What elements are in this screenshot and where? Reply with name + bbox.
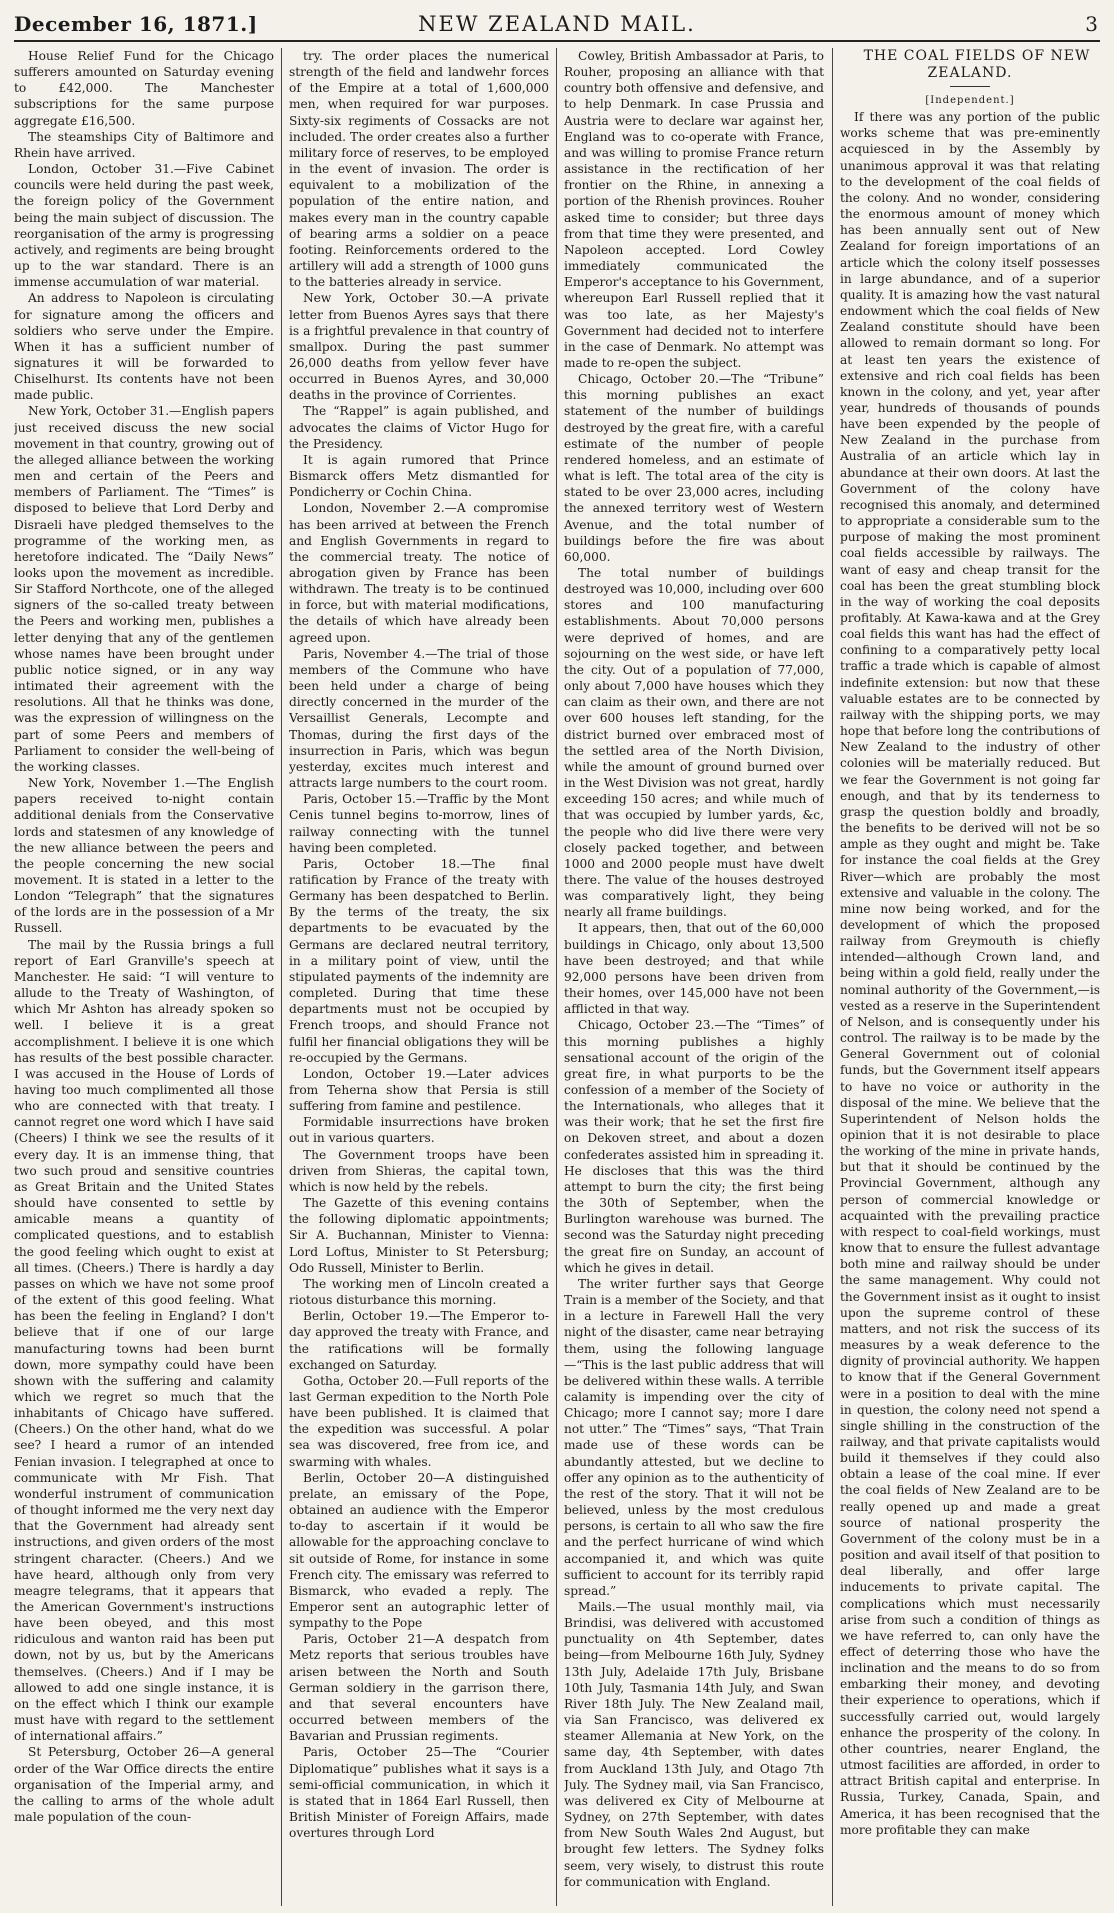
paragraph: Paris, October 15.—Traffic by the Mont Cenis tunnel begins to-morrow, lines of railway connecting with the tunnel having been completed. xyxy=(289,792,549,855)
column-divider xyxy=(832,48,833,1906)
paragraph: Paris, October 21—A despatch from Metz reports that serious troubles have arisen between the North and South German soldiery in the garrison there, and that several encounters have occurred between members of the Bavarian and Prussian regiments. xyxy=(289,1632,549,1744)
column-3 xyxy=(564,48,824,1906)
column-2 xyxy=(289,48,549,1906)
paragraph: The total number of buildings destroyed was 10,000, including over 600 stores and 100 manufacturing establishments. About 70,000 persons were deprived of homes, and are sojourning on the west side, or have left the city. Out of a population of 77,000, only about 7,000 have houses which they can claim as their own, and there are not over 600 houses left standing, for the district burned over embraced most of the settled area of the North Division, while the amount of ground burned over in the West Division was not great, hardly exceeding 150 acres; and while much of that was occupied by lumber yards, &c, the people who did live there were very closely packed together, and between 1000 and 2000 people must have dwelt there. The value of the houses destroyed was comparatively light, they being nearly all frame buildings. xyxy=(564,566,824,920)
paragraph: Cowley, British Ambassador at Paris, to Rouher, proposing an alliance with that country both offensive and defensive, and to help Denmark. In case Prussia and Austria were to declare war against her, England was to co-operate with France, and was willing to promise France return assistance in the rectification of her frontier on the Rhine, in annexing a portion of the Rhenish provinces. Rouher asked time to consider; but three days from that time they were presented, and Napoleon accepted. Lord Cowley immediately communicated the Emperor's acceptance to his Government, whereupon Earl Russell replied that it was too late, as her Majesty's Government had decided not to interfere in the case of Denmark. No attempt was made to re-open the subject. xyxy=(564,49,824,370)
column-1 xyxy=(14,48,274,1906)
paragraph: The Gazette of this evening contains the following diplomatic appointments; Sir A. Buchannan, Minister to Vienna: Lord Loftus, Minister to St Petersburg; Odo Russell, Minister to Berlin. xyxy=(289,1196,549,1275)
article-source: [Independent.] xyxy=(925,95,1015,106)
paragraph: Chicago, October 20.—The “Tribune” this morning publishes an exact statement of the number of buildings destroyed by the great fire, with a careful estimate of the number of people rendered homeless, and an estimate of what is left. The total area of the city is stated to be over 23,000 acres, including the annexed territory west of Western Avenue, and the total number of buildings before the fire was about 60,000. xyxy=(564,372,824,564)
masthead xyxy=(14,6,1100,40)
paragraph: Berlin, October 19.—The Emperor to-day approved the treaty with France, and the ratifications will be formally exchanged on Saturday. xyxy=(289,1309,549,1372)
paragraph: The writer further says that George Train is a member of the Society, and that in a lecture in Farewell Hall the very night of the disaster, came near betraying them, using the following language—“This is the last public address that will be delivered within these walls. A terrible calamity is impending over the city of Chicago; more I cannot say; more I dare not utter.” The “Times” says, “That Train made use of these words can be abundantly attested, but we decline to offer any opinion as to the authenticity of the rest of the story. That it will not be believed, unless by the most credulous persons, is certain to all who saw the fire and the perfect hurricane of wind which accompanied it, and which was quite sufficient to account for its terribly rapid spread.” xyxy=(564,1276,824,1598)
paragraph: The Government troops have been driven from Shieras, the capital town, which is now held by the rebels. xyxy=(289,1147,549,1194)
paragraph: Paris, November 4.—The trial of those members of the Commune who have been held under a charge of being directly concerned in the murder of the Versaillist Generals, Lecompte and Thomas, during the first days of the insurrection in Paris, which was begun yesterday, excites much interest and attracts large numbers to the court room. xyxy=(289,646,549,791)
title-divider xyxy=(950,86,990,87)
article-title: THE COAL FIELDS OF NEW ZEALAND. xyxy=(863,48,1091,81)
paragraph: New York, November 1.—The English papers received to-night contain additional denials from the Conservative lords and statesmen of any knowledge of the new alliance between the peers and the people concerning the new social movement. It is stated in a letter to the London “Telegraph” that the signatures of the lords are in the possession of a Mr Russell. xyxy=(14,776,274,936)
issue-date: December 16, 1871.] xyxy=(14,12,258,36)
paragraph: If there was any portion of the public works scheme that was pre-eminently acquiesced in by the Assembly by unanimous approval it was that relating to the development of the coal fields of the colony. And no wonder, considering the enormous amount of money which has been annually sent out of New Zealand for foreign importations of an article which the colony itself possesses in large abundance, and of a superior quality. It is amazing how the vast natural endowment which the coal fields of New Zealand constitute should have been allowed to remain dormant so long. For at least ten years the existence of extensive and rich coal fields has been known in the colony, and yet, year after year, hundreds of thousands of pounds have been expended by the people of New Zealand in the purchase from Australia of an article which lay in abundance at their own doors. At last the Government of the colony have recognised this anomaly, and determined to appropriate a considerable sum to the purpose of making the most prominent coal fields accessible by railways. The want of easy and cheap transit for the coal has been the great stumbling block in the way of working the coal deposits profitably. At Kawa-kawa and at the Grey coal fields this want has had the effect of confining to a comparatively petty local traffic a trade which is capable of almost indefinite extension: but now that these valuable estates are to be connected by railway with the shipping ports, we may hope that before long the contributions of New Zealand to the industry of other colonies will be materially reduced. But we fear the Government is not going far enough, and that by its tenderness to grasp the question boldly and broadly, the benefits to be derived will not be so ample as they ought and might be. Take for instance the coal fields at the Grey River—which are probably the most extensive and valuable in the colony. The mine now being worked, and for the development of which the proposed railway from Greymouth is chiefly intended—although Crown land, and being within a gold field, really under the nominal authority of the Government,—is vested as a reserve in the Superintendent of Nelson, and is consequently under his control. The railway is to be made by the General Government out of colonial funds, but the Government itself appears to have no voice or authority in the disposal of the mine. We believe that the Superintendent of Nelson holds the opinion that it is not desirable to place the working of the mine in private hands, but that it should be continued by the Provincial Government, although any person of commercial knowledge or acquainted with the prevailing practice with respect to coal-field workings, must know that to ensure the fullest advantage both mine and railway should be under the same management. Why could not the Government insist as it ought to insist upon the supreme control of these matters, and not risk the success of its measures by a weak deference to the dignity of provincial authority. We happen to know that if the General Government were in a position to deal with the mine in question, the colony need not spend a single shilling in the construction of the railway, and that private capitalists would build it themselves if they could also obtain a lease of the coal mine. If ever the coal fields of New Zealand are to be really opened up and made a great source of national prosperity the Government of the colony must be in a position and avail itself of that position to deal liberally, and offer large inducements to private capital. The complications which must necessarily arise from such a condition of things as we have referred to, can only have the effect of deterring those who have the inclination and the means to do so from embarking their money, and devoting their experience to operations, which if successfully carried out, would largely enhance the prosperity of the colony. In other countries, nearer England, the utmost facilities are afforded, in order to attract British capital and enterprise. In Russia, Turkey, Canada, Spain, and America, it has been recognised that the more profitable they can make xyxy=(840,110,1100,1837)
paragraph: Berlin, October 20—A distinguished prelate, an emissary of the Pope, obtained an audience with the Emperor to-day to ascertain if it would be allowable for the approaching conclave to sit outside of Rome, for instance in some French city. The emissary was referred to Bismarck, who evaded a reply. The Emperor sent an autographic letter of sympathy to the Pope xyxy=(289,1470,549,1631)
columns xyxy=(14,48,1100,1906)
paragraph: An address to Napoleon is circulating for signature among the officers and soldiers who serve under the Empire. When it has a sufficient number of signatures it will be forwarded to Chiselhurst. Its contents have not been made public. xyxy=(14,291,274,403)
paragraph: Paris, October 18.—The final ratification by France of the treaty with Germany has been despatched to Berlin. By the terms of the treaty, the six departments to be evacuated by the Germans are declared neutral territory, in a military point of view, until the stipulated payments of the indemnity are completed. During that time these departments must not be occupied by French troops, and should France not fulfil her financial obligations they will be re-occupied by the Germans. xyxy=(289,856,549,1065)
paragraph: London, November 2.—A compromise has been arrived at between the French and English Governments in regard to the commercial treaty. The notice of abrogation given by France has been withdrawn. The treaty is to be continued in force, but with material modifications, the details of which have already been agreed upon. xyxy=(289,501,549,645)
paragraph: It is again rumored that Prince Bismarck offers Metz dismantled for Pondicherry or Cochin China. xyxy=(289,452,549,500)
paragraph: The “Rappel” is again published, and advocates the claims of Victor Hugo for the Presidency. xyxy=(289,404,549,451)
column-divider xyxy=(281,48,282,1906)
paragraph: London, October 19.—Later advices from Teherna show that Persia is still suffering from famine and pestilence. xyxy=(289,1066,549,1114)
paragraph: Formidable insurrections have broken out in various quarters. xyxy=(289,1115,549,1146)
paragraph: London, October 31.—Five Cabinet councils were held during the past week, the foreign policy of the Government being the main subject of discussion. The reorganisation of the army is progressing actively, and regiments are being brought up to the war standard. There is an immense accumulation of war material. xyxy=(14,162,274,290)
paragraph: St Petersburg, October 26—A general order of the War Office directs the entire organisation of the Imperial army, and the calling to arms of the whole adult male population of the coun- xyxy=(14,1745,274,1825)
paragraph: Chicago, October 23.—The “Times” of this morning publishes a highly sensational account of the origin of the great fire, in what purports to be the confession of a member of the Society of the Internationals, who alleges that it was their work; that he set the first fire on Dekoven street, and about a dozen confederates assisted him in spreading it. He discloses that this was the third attempt to burn the city; the first being the 30th of September, when the Burlington warehouse was burned. The second was the Saturday night preceding the great fire on Sunday, an account of which he gives in detail. xyxy=(564,1018,824,1275)
paragraph: Mails.—The usual monthly mail, via Brindisi, was delivered with accustomed punctuality on 4th September, dates being—from Melbourne 16th July, Sydney 13th July, Adelaide 17th July, Brisbane 10th July, Tasmania 14th July, and Swan River 18th July. The New Zealand mail, via San Francisco, was delivered ex steamer Allemania at New York, on the same day, 4th September, with dates from Auckland 13th July, and Otago 7th July. The Sydney mail, via San Francisco, was delivered ex City of Melbourne at Sydney, on 27th September, with dates from New South Wales 2nd August, but brought few letters. The Sydney folks seem, very wisely, to distrust this route for communication with England. xyxy=(564,1600,824,1889)
column-divider xyxy=(556,48,557,1906)
paragraph: The working men of Lincoln created a riotous disturbance this morning. xyxy=(289,1276,549,1308)
paragraph: Gotha, October 20.—Full reports of the last German expedition to the North Pole have been published. It is claimed that the expedition was successful. A polar sea was discovered, free from ice, and swarming with whales. xyxy=(289,1373,549,1469)
paragraph: House Relief Fund for the Chicago sufferers amounted on Saturday evening to £42,000. The Manchester subscriptions for the same purpose aggregate £16,500. xyxy=(14,49,274,128)
paragraph: New York, October 30.—A private letter from Buenos Ayres says that there is a frightful prevalence in that country of smallpox. During the past summer 26,000 deaths from yellow fever have occurred in Buenos Ayres, and 30,000 deaths in the province of Corrientes. xyxy=(289,291,549,403)
paragraph: The mail by the Russia brings a full report of Earl Granville's speech at Manchester. He said: “I will venture to allude to the Treaty of Washington, of which Mr Ashton has already spoken so well. I believe it is a great accomplishment. I believe it is one which has results of the best possible character. I was accused in the House of Lords of having too much complimented all those who are connected with that treaty. I cannot regret one word which I have said (Cheers) I think we see the results of it every day. It is an immense thing, that two such proud and sensitive countries as Great Britain and the United States should have consented to settle by amicable means a quantity of complicated questions, and to establish the good feeling which ought to exist at all times. (Cheers.) There is hardly a day passes on which we have not some proof of the extent of this good feeling. What has been the feeling in England? I don't believe that if one of our large manufacturing towns had been burnt down, more sympathy could have been shown with the suffering and calamity which we regret so much that the inhabitants of Chicago have suffered. (Cheers.) On the other hand, what do we see? I heard a rumor of an intended Fenian invasion. I telegraphed at once to communicate with Mr Fish. That wonderful instrument of communication of thought informed me the very next day that the Government had already sent instructions, and given orders of the most stringent character. (Cheers.) And we have heard, although only from very meagre telegrams, that it appears that the American Government's instructions have been obeyed, and this most ridiculous and wanton raid has been put down, not by us, but by the Americans themselves. (Cheers.) And if I may be allowed to add one single instance, it is on the effect which I think our example must have with regard to the settlement of international affairs.” xyxy=(14,937,274,1744)
paragraph: It appears, then, that out of the 60,000 buildings in Chicago, only about 13,500 have been destroyed; and that while 92,000 persons have been driven from their homes, over 145,000 have not been afflicted in that way. xyxy=(564,921,824,1017)
newspaper-title: NEW ZEALAND MAIL. xyxy=(418,12,696,36)
page-number: 3 xyxy=(1085,12,1098,36)
paragraph: The steamships City of Baltimore and Rhein have arrived. xyxy=(14,129,274,160)
paragraph: Paris, October 25—The “Courier Diplomatique” publishes what it says is a semi-official communication, in which it is stated that in 1864 Earl Russell, then British Minister of Foreign Affairs, made overtures through Lord xyxy=(289,1745,549,1841)
newspaper-page xyxy=(14,6,1100,1906)
column-4 xyxy=(840,48,1100,1906)
header-rule xyxy=(14,40,1100,42)
paragraph: try. The order places the numerical strength of the field and landwehr forces of the Empire at a total of 1,600,000 men, when required for war purposes. Sixty-six regiments of Cossacks are not included. The order creates also a further military force of reserves, to be employed in the event of invasion. The order is equivalent to a mobilization of the population of the entire nation, and makes every man in the country capable of bearing arms a soldier on a peace footing. Reinforcements ordered to the artillery will add a strength of 1000 guns to the batteries already in service. xyxy=(289,49,549,290)
paragraph: New York, October 31.—English papers just received discuss the new social movement in that country, growing out of the alleged alliance between the working men and certain of the Peers and members of Parliament. The “Times” is disposed to believe that Lord Derby and Disraeli have pledged themselves to the programme of the working men, as heretofore indicated. The “Daily News” looks upon the movement as incredible. Sir Stafford Northcote, one of the alleged signers of the so-called treaty between the Peers and working men, publishes a letter denying that any of the gentlemen whose names have been brought under public notice signed, or in any way intimated their agreement with the resolutions. All that he thinks was done, was the expression of willingness on the part of some Peers and members of Parliament to consider the well-being of the working classes. xyxy=(14,404,274,774)
